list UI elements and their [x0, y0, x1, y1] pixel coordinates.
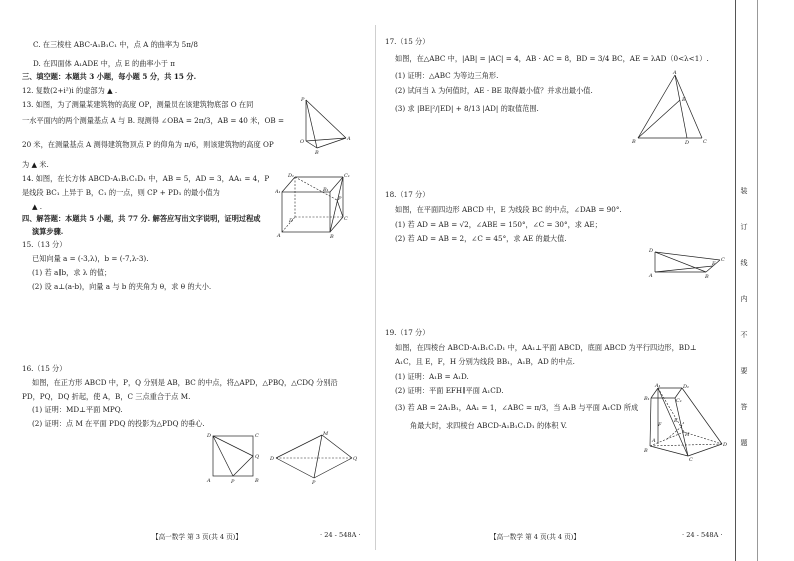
- fig13-label-b: B: [315, 150, 319, 155]
- binding-line: [735, 0, 736, 561]
- option-d: D. 在四面体 A₁ADE 中，点 E 的曲率小于 π: [33, 59, 175, 68]
- question-15-part-1: (1) 若 a∥b，求 λ 的值；: [32, 268, 112, 277]
- fig19-label-c1: C₁: [676, 398, 682, 404]
- question-19-part-1: (1) 证明：A₁B = A₁D.: [395, 372, 469, 381]
- fig19-label-e: E: [674, 418, 678, 424]
- question-16-part-1: (1) 证明：MD⊥平面 MPQ.: [32, 405, 123, 414]
- fig19-label-c: C: [689, 457, 693, 462]
- question-17-part-1: (1) 证明：△ABC 为等边三角形.: [395, 71, 499, 80]
- binding-char: 要: [740, 367, 748, 375]
- question-17-part-3: (3) 求 |BE|²/|ED| + 8/13 |AD| 的取值范围.: [395, 104, 539, 113]
- question-18-stem: 如图，在平面四边形 ABCD 中，E 为线段 BC 的中点，∠DAB = 90°.: [395, 205, 622, 214]
- binding-char: 不: [740, 331, 748, 339]
- fig19-label-h: H: [685, 432, 690, 438]
- question-12: 12. 复数(2+i²)i 的虚部为 ▲ .: [22, 86, 118, 95]
- question-13-line-1: 13. 如图，为了测量某建筑物的高度 OP，测量员在该建筑物底部 O 在同: [22, 100, 254, 109]
- fig18-label-c: C: [721, 257, 725, 263]
- figure-17: [630, 70, 710, 145]
- question-16-title: 16.（15 分）: [22, 364, 67, 373]
- fig16a-label-p: P: [231, 479, 235, 485]
- fig17-label-a: A: [673, 70, 677, 76]
- question-16-stem-1: 如图，在正方形 ABCD 中，P，Q 分别是 AB，BC 的中点，将△APD，△PBQ，△CDQ 分别沿: [32, 378, 338, 387]
- fig13-label-p: P: [301, 97, 305, 103]
- fig19-label-b: B: [644, 448, 648, 454]
- question-15-part-2: (2) 设 a⊥(a-b)，向量 a 与 b 的夹角为 θ，求 θ 的大小.: [32, 282, 212, 291]
- question-18-title: 18.（17 分）: [385, 190, 430, 199]
- fig16b-label-m: M: [323, 431, 329, 437]
- figure-18: [648, 244, 726, 278]
- figure-16-folded: [270, 430, 360, 485]
- question-14-line-1: 14. 如图，在长方体 ABCD-A₁B₁C₁D₁ 中，AB = 5，AD = 3，AA₁ = 4，P: [22, 174, 270, 183]
- fig16b-label-p: P: [312, 480, 316, 485]
- fig19-label-a1: A₁: [655, 383, 661, 389]
- question-13-line-4: 为 ▲ 米.: [22, 160, 49, 169]
- fig13-label-a: A: [347, 136, 351, 142]
- question-19-part-2: (2) 证明：平面 EFH∥平面 A₁CD.: [395, 386, 504, 395]
- binding-char: 订: [740, 223, 748, 231]
- column-divider: [375, 25, 376, 550]
- question-17-title: 17.（15 分）: [385, 37, 430, 46]
- fig16b-label-q: Q: [353, 456, 358, 462]
- question-13-line-2: 一水平面内的两个测量基点 A 与 B. 现测得 ∠OBA = 2π/3，AB = 40 米，OB =: [22, 116, 284, 125]
- footer-left-code: · 24 - 548A ·: [320, 531, 361, 539]
- fig16a-label-d: D: [207, 433, 212, 439]
- fig13-label-o: O: [300, 139, 305, 145]
- fig18-label-a: A: [649, 273, 653, 278]
- fig19-label-b1: B₁: [644, 396, 650, 402]
- fig14-label-p: P: [338, 196, 342, 202]
- fig19-label-a: A: [652, 438, 656, 444]
- footer-right-page: 【高一数学 第 4 页(共 4 页)】: [490, 533, 580, 541]
- fig14-label-d1: D₁: [288, 173, 295, 179]
- fig16a-label-b: B: [255, 478, 259, 484]
- figure-13: [300, 95, 352, 155]
- figure-19: [644, 382, 730, 462]
- fig19-label-f: F: [658, 422, 662, 428]
- fig14-label-b: B: [330, 234, 334, 240]
- question-18-part-2: (2) 若 AD = AB = 2，∠C = 45°，求 AE 的最大值.: [395, 234, 567, 243]
- footer-right-code: · 24 - 548A ·: [682, 531, 723, 539]
- section-answer-header-2: 演算步骤.: [32, 227, 64, 236]
- fig16a-label-c: C: [255, 433, 259, 439]
- fig16a-label-a: A: [207, 478, 211, 484]
- figure-14: [275, 172, 355, 240]
- fig17-label-b: B: [632, 139, 636, 145]
- question-15-stem: 已知向量 a = (-3,λ)，b = (-7,λ-3).: [32, 254, 149, 263]
- question-17-stem: 如图，在△ABC 中，|AB| = |AC| = 4，AB · AC = 8，BD = 3/4 BC，AE = λAD（0<λ<1）.: [395, 54, 709, 63]
- binding-char: 线: [740, 259, 748, 267]
- fig19-label-d: D: [723, 442, 728, 448]
- fig18-label-d: D: [649, 248, 654, 254]
- question-19-stem-1: 如图，在四棱台 ABCD-A₁B₁C₁D₁ 中，AA₁⊥平面 ABCD，底面 ABCD 为平行四边形，BD⊥: [395, 343, 697, 352]
- question-15-title: 15.（13 分）: [22, 240, 67, 249]
- question-19-stem-2: A₁C，且 E，F，H 分别为线段 BB₁，A₁B，AD 的中点.: [395, 357, 575, 366]
- question-19-title: 19.（17 分）: [385, 328, 430, 337]
- question-18-part-1: (1) 若 AD = AB = √2，∠ABE = 150°，∠C = 30°，求 AE；: [395, 220, 602, 229]
- fig17-label-c: C: [703, 139, 707, 145]
- binding-char: 内: [740, 295, 748, 303]
- fig14-label-c1: C₁: [344, 173, 350, 179]
- binding-char: 装: [740, 187, 748, 195]
- question-13-line-3: 20 米，在测量基点 A 测得建筑物顶点 P 的仰角为 π/6，则该建筑物的高度 OP: [22, 140, 274, 149]
- section-answer-header: 四、解答题：本题共 5 小题，共 77 分. 解答应写出文字说明，证明过程或: [22, 214, 261, 223]
- question-17-part-2: (2) 试问当 λ 为何值时，AE · BE 取得最小值？并求出最小值.: [395, 86, 593, 95]
- question-16-part-2: (2) 证明：点 M 在平面 PDQ 的投影为△PDQ 的垂心.: [32, 419, 205, 428]
- figure-16-square: [205, 430, 265, 485]
- footer-left-page: 【高一数学 第 3 页(共 4 页)】: [152, 533, 242, 541]
- fig17-label-e: E: [682, 97, 686, 103]
- fig16b-label-d: D: [270, 456, 275, 462]
- question-14-line-3: ▲ .: [32, 202, 43, 211]
- section-fill-in-header: 三、填空题：本题共 3 小题，每小题 5 分，共 15 分.: [22, 72, 197, 81]
- fig14-label-a1: A₁: [275, 189, 281, 195]
- fig16a-label-q: Q: [255, 454, 260, 460]
- question-16-stem-2: PD，PQ，DQ 折起，使 A，B，C 三点重合于点 M.: [22, 392, 191, 401]
- option-c: C. 在三棱柱 ABC-A₁B₁C₁ 中，点 A 的曲率为 5π/8: [33, 40, 198, 49]
- fig17-label-d: D: [685, 140, 690, 145]
- binding-char: 题: [740, 439, 748, 447]
- fig18-label-b: B: [705, 274, 709, 278]
- fig19-label-d1: D₁: [683, 384, 690, 390]
- fig14-label-d: D: [289, 218, 294, 224]
- binding-line-outer: [757, 0, 758, 561]
- binding-char: 答: [740, 403, 748, 411]
- question-19-part-3-line-1: (3) 若 AB = 2A₁B₁，AA₁ = 1，∠ABC = π/3，当 A₁B 与平面 A₁CD 所成: [395, 403, 639, 412]
- fig14-label-b1: B₁: [323, 187, 329, 193]
- question-14-line-2: 是线段 BC₁ 上异于 B，C₁ 的一点，则 CP + PD₁ 的最小值为: [22, 188, 220, 197]
- fig18-label-e: E: [712, 261, 716, 267]
- question-19-part-3-line-2: 角最大时，求四棱台 ABCD-A₁B₁C₁D₁ 的体积 V.: [410, 421, 568, 430]
- fig14-label-a: A: [277, 233, 281, 239]
- fig14-label-c: C: [344, 216, 348, 222]
